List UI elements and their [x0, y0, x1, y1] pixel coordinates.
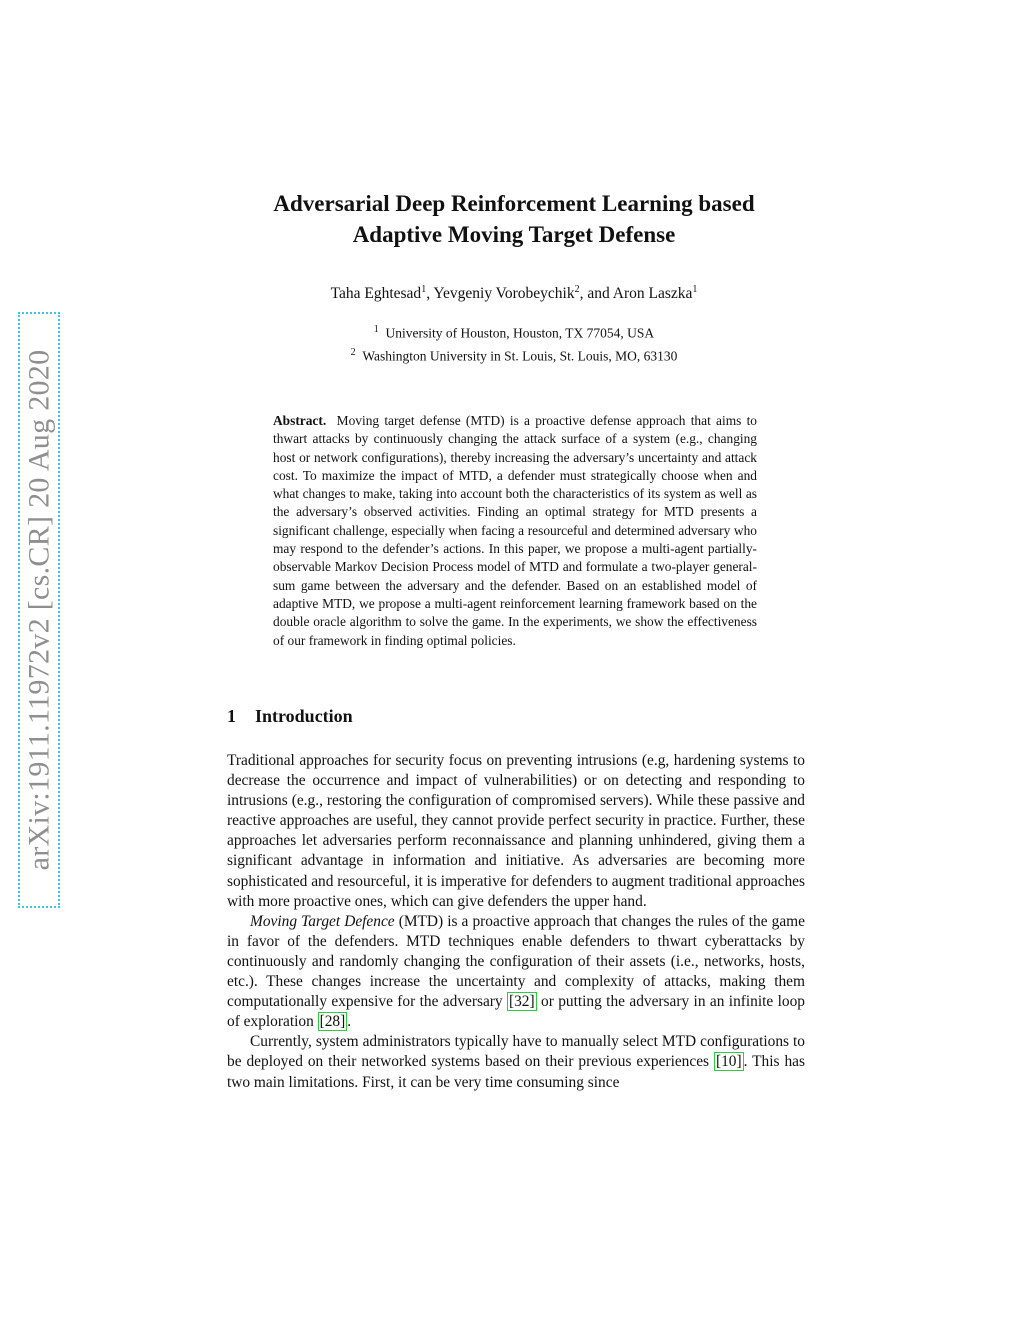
paragraph: [227, 1032, 805, 1092]
arxiv-sidebar: [18, 312, 60, 908]
abstract-text: Moving target defense (MTD) is a proactive defense approach that aims to thwart attacks by continuously changing the attack surface of a system (e.g., changing host or network configurations), thereby increasing the adversary’s uncertainty and attack cost. To maximize the impact of MTD, a defender must strategically choose when and what changes to make, taking into account both the characteristics of its system as well as the adversary’s observed activities. Finding an optimal strategy for MTD presents a significant challenge, especially when facing a resourceful and determined adversary who may respond to the defender’s actions. In this paper, we propose a multi-agent partially-observable Markov Decision Process model of MTD and formulate a two-player general-sum game between the adversary and the defender. Based on an established model of adaptive MTD, we propose a multi-agent reinforcement learning framework based on the double oracle algorithm to solve the game. In the experiments, we show the effectiveness of our framework in finding optimal policies.: [273, 413, 757, 648]
title-line-1: Adversarial Deep Reinforcement Learning based: [273, 191, 755, 216]
affiliation-text: University of Houston, Houston, TX 77054, USA: [385, 325, 655, 341]
section-title: Introduction: [255, 706, 353, 726]
body-text: [227, 751, 805, 1093]
affiliations: [200, 320, 828, 365]
paragraph: Traditional approaches for security focus on preventing intrusions (e.g, hardening systems to decrease the occurrence and impact of vulnerabilities) or on detecting and responding to intrusions (e.g., restoring the configuration of compromised servers). While these passive and reactive approaches are useful, they cannot provide perfect security in practice. Further, these approaches let adversaries perform reconnaissance and planning unhindered, giving them a significant advantage in information and initiative. As adversaries are becoming more sophisticated and resourceful, it is imperative for defenders to augment traditional approaches with more proactive ones, which can give defenders the upper hand.: [227, 752, 805, 910]
affiliation-mark: 2: [350, 346, 356, 358]
author-affiliation-mark: 1: [692, 284, 698, 295]
author-name: Aron Laszka: [612, 285, 693, 303]
author-separator: ,: [426, 285, 434, 303]
author-name: Taha Eghtesad: [330, 285, 422, 303]
author-list: [200, 284, 828, 303]
citation-link[interactable]: [10]: [715, 1053, 742, 1071]
affiliation-line: [200, 343, 828, 366]
title-line-2: Adaptive Moving Target Defense: [352, 222, 676, 247]
abstract: [273, 412, 757, 650]
affiliation-text: Washington University in St. Louis, St. Louis, MO, 63130: [362, 348, 678, 363]
paragraph-text: or putting the adversary in an infinite loop of exploration: [227, 993, 805, 1031]
paragraph-text: Currently, system administrators typically have to manually select MTD configurations to be deployed on their networked systems based on their previous experiences: [227, 1033, 805, 1071]
affiliation-line: [200, 320, 828, 343]
author-affiliation-mark: 2: [574, 284, 580, 295]
affiliation-mark: 1: [373, 324, 379, 335]
author-affiliation-mark: 1: [421, 284, 427, 295]
citation-link[interactable]: [28]: [319, 1013, 346, 1031]
citation-link[interactable]: [32]: [508, 993, 535, 1011]
paragraph: [227, 912, 805, 1033]
abstract-label: Abstract.: [273, 413, 327, 428]
paragraph-text: (MTD) is a proactive approach that changes the rules of the game in favor of the defenders. MTD techniques enable defenders to thwart cyberattacks by continuously and randomly changing the configuration of their assets (i.e., networks, hosts, etc.). These changes increase the uncertainty and complexity of attacks, making them computationally expensive for the adversary: [227, 912, 805, 1011]
paragraph-text: .: [347, 1013, 352, 1031]
section-number: 1: [227, 706, 236, 726]
author-separator: , and: [579, 285, 613, 303]
section-heading: [227, 706, 353, 727]
paper-title: [200, 188, 828, 250]
emphasis-term: Moving Target Defence: [250, 912, 395, 930]
arxiv-identifier[interactable]: arXiv:1911.11972v2 [cs.CR] 20 Aug 2020: [22, 349, 56, 871]
paragraph-text: . This has two main limitations. First, it can be very time consuming since: [227, 1053, 805, 1091]
author-name: Yevgeniy Vorobeychik: [433, 285, 575, 303]
